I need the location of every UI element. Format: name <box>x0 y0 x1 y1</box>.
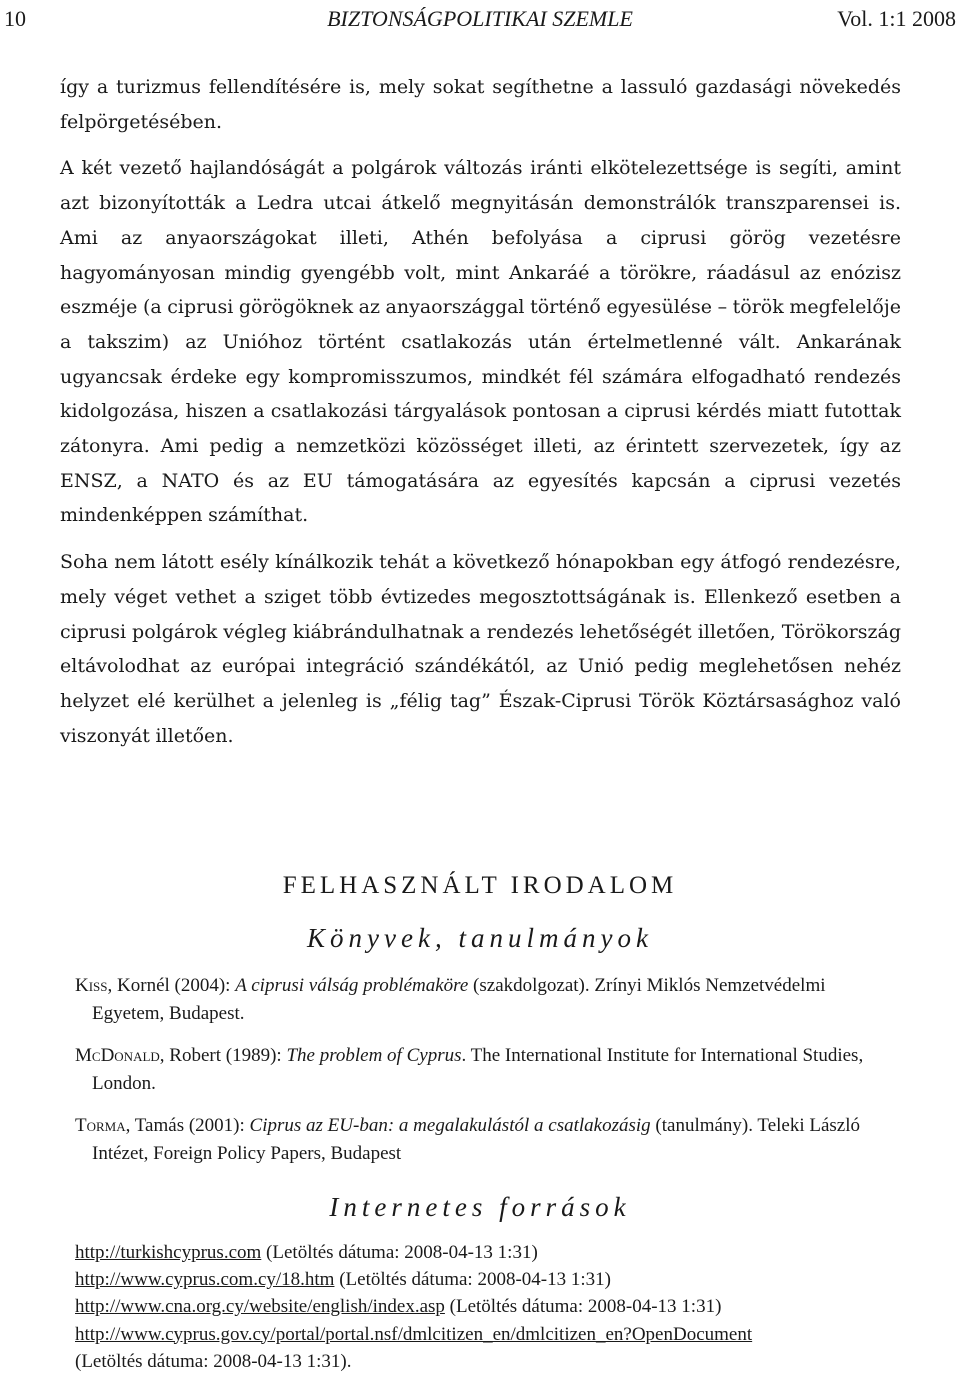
paragraph-1: így a turizmus fellendítésére is, mely sokat segíthetne a lassuló gazdasági növekedés felpörgetésében. <box>60 76 901 133</box>
download-date: (Letöltés dátuma: 2008-04-13 1:31) <box>444 1296 722 1318</box>
reference-title: A ciprusi válság problémaköre <box>235 975 469 996</box>
abbr-nato: NATO <box>161 469 220 492</box>
link-item <box>75 1239 945 1266</box>
paragraph-2 <box>60 151 901 533</box>
reference-publisher: (tanulmány). Teleki László Intézet, Foreign Policy Papers, Budapest <box>92 1115 861 1164</box>
body-text <box>60 70 901 753</box>
download-date: (Letöltés dátuma: 2008-04-13 1:31) <box>261 1242 538 1263</box>
paragraph-3: Soha nem látott esély kínálkozik tehát a következő hónapokban egy átfogó rendezésre, mely véget vethet a sziget több évtizedes megosztottságának is. Ellenkező esetben a ciprusi polgárok végleg kiábrándulhatnak a rendezés lehetőségét illetően, Törökország eltávolodhat az európai integráció szándékától, az Unió pedig meglehetősen nehéz helyzet elé kerülhet a jelenleg is „félig tag” Észak-Ciprusi Török Köztársasághoz való viszonyát illetően. <box>60 551 901 747</box>
internet-sources-subheading: Internetes források <box>329 1192 631 1222</box>
source-link[interactable]: http://www.cna.org.cy/website/english/index.asp <box>75 1296 445 1318</box>
page-header <box>0 4 960 34</box>
page-number: 10 <box>4 6 26 31</box>
reference-item <box>75 1042 875 1098</box>
download-date: (Letöltés dátuma: 2008-04-13 1:31) <box>334 1269 611 1291</box>
reference-list <box>75 972 875 1182</box>
reference-author: McDonald <box>75 1045 160 1066</box>
reference-title: Ciprus az EU-ban: a megalakulástól a csatlakozásig <box>249 1115 651 1136</box>
paragraph-2-part-c: és az EU támogatására az egyesítés kapcsán a ciprusi vezetés mindenképpen számíthat. <box>60 469 901 527</box>
reference-details: , Kornél (2004): <box>107 975 236 996</box>
abbr-ensz: ENSZ <box>60 469 117 492</box>
link-list <box>75 1239 945 1375</box>
download-date-line: (Letöltés dátuma: 2008-04-13 1:31). <box>75 1350 352 1372</box>
volume-info: Vol. 1:1 2008 <box>837 6 956 31</box>
source-link[interactable]: http://www.cyprus.com.cy/18.htm <box>75 1269 335 1291</box>
link-item <box>75 1266 945 1293</box>
reference-item <box>75 1112 875 1168</box>
reference-item <box>75 972 875 1028</box>
reference-publisher: . The International Institute for International Studies, London. <box>92 1045 864 1094</box>
paragraph-2-part-a: A két vezető hajlandóságát a polgárok változás iránti elkötelezettsége is segíti, amint azt bizonyították a Ledra utcai átkelő megnyitásán demonstrálók transzparensei is. Ami az anyaországokat illeti, Athén befolyása a ciprusi görög vezetésre hagyományosan mindig gyengébb volt, mint Ankaráé a törökre, ráadásul az enózisz eszméje (a ciprusi görögöknek az anyaországgal történő egyesülése – török megfelelője a takszim) az Unióhoz történt csatlakozás után értelmetlenné vált. Ankarának ugyancsak érdeke egy kompromisszumos, mindkét fél számára elfogadható rendezés kidolgozása, hiszen a csatlakozási tárgyalások pontosan a ciprusi kérdés miatt futottak zátonyra. Ami pedig a nemzetközi közösséget illeti, az érintett szervezetek, így az <box>60 157 901 458</box>
paragraph-2-part-b: , a <box>116 469 148 492</box>
reference-author: Torma <box>75 1115 126 1136</box>
reference-publisher: (szakdolgozat). Zrínyi Miklós Nemzetvédelmi Egyetem, Budapest. <box>92 975 826 1024</box>
source-link[interactable]: http://www.cyprus.gov.cy/portal/portal.nsf/dmlcitizen_en/dmlcitizen_en?OpenDocument <box>75 1323 753 1345</box>
journal-title: BIZTONSÁGPOLITIKAI SZEMLE <box>327 6 633 31</box>
link-item <box>75 1321 945 1348</box>
reference-details: , Robert (1989): <box>159 1045 287 1066</box>
reference-author: Kiss <box>75 975 108 996</box>
bibliography-heading: FELHASZNÁLT IRODALOM <box>282 872 678 899</box>
source-link[interactable]: http://turkishcyprus.com <box>75 1242 262 1263</box>
reference-title: The problem of Cyprus <box>286 1045 462 1066</box>
reference-details: , Tamás (2001): <box>125 1115 250 1136</box>
books-subheading: Könyvek, tanulmányok <box>307 923 653 953</box>
link-item <box>75 1293 945 1320</box>
